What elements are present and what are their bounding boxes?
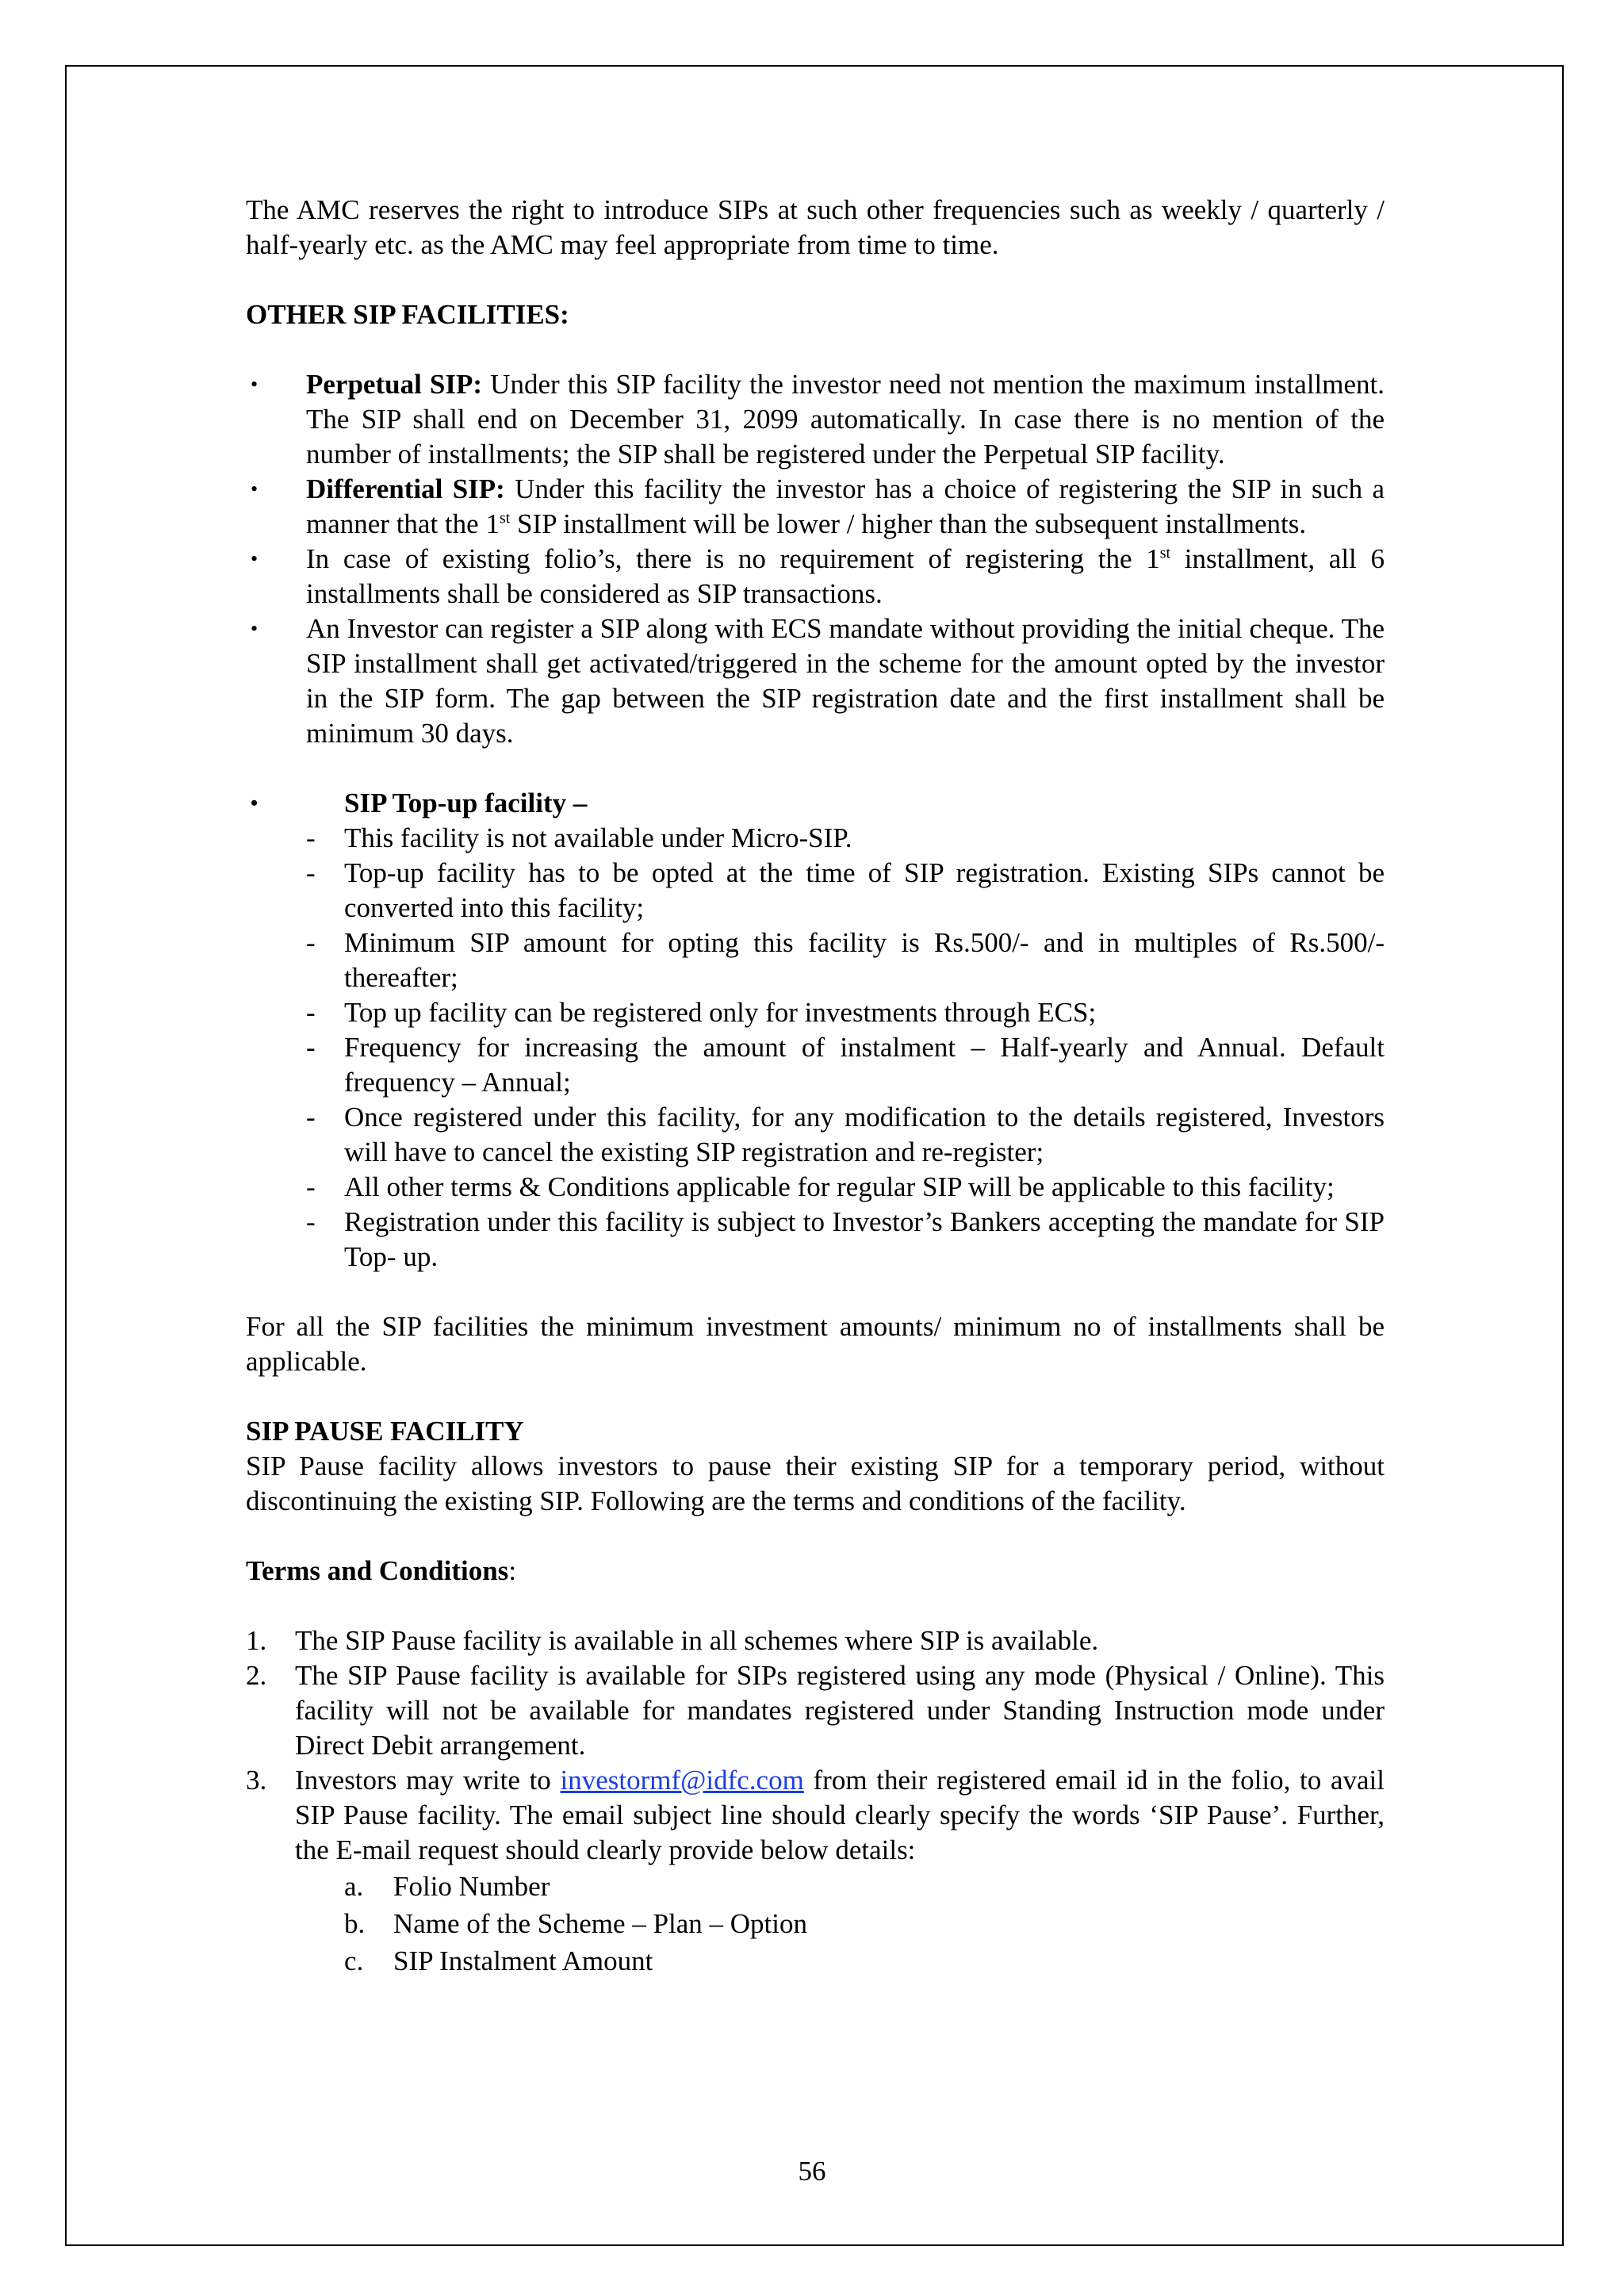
existing-folio-text-end: installment, all 6 installments shall be considered as SIP transactions. (306, 543, 1385, 609)
terms-heading-text: Terms and Conditions (246, 1555, 509, 1586)
topup-title (246, 786, 1385, 821)
list-item (246, 821, 1385, 856)
facilities-list (246, 367, 1385, 751)
list-number: 1. (246, 1625, 267, 1656)
bullet-icon: • (251, 477, 259, 500)
detail-text: SIP Instalment Amount (393, 1945, 653, 1976)
ecs-text: An Investor can register a SIP along with ECS mandate without providing the initial cheque. The SIP installment shall get activated/triggered in the scheme for the amount opted by the investor in the SIP form. The gap between the SIP registration date and the first installment shall be minimum 30 days. (306, 613, 1385, 749)
terms-heading (246, 1554, 1385, 1589)
topup-item-text: Top up facility can be registered only for investments through ECS; (344, 997, 1097, 1028)
list-item (246, 1623, 1385, 1658)
term-text: The SIP Pause facility is available for SIPs registered using any mode (Physical / Online). This facility will not be available for mandates registered under Standing Instruction mode under Direct Debit arrangement. (295, 1660, 1385, 1761)
dash-marker: - (306, 997, 316, 1028)
terms-colon: : (508, 1555, 517, 1586)
list-item (246, 542, 1385, 611)
dash-marker: - (306, 822, 316, 853)
differential-label: Differential SIP: (306, 473, 505, 504)
list-item (246, 1658, 1385, 1763)
bullet-icon: • (251, 617, 259, 640)
differential-text: Under this facility the investor has a choice of registering the SIP in such a manner that the 1 (306, 473, 1385, 539)
list-item (246, 1205, 1385, 1274)
min-investment-note: For all the SIP facilities the minimum investment amounts/ minimum no of installments shall be applicable. (246, 1311, 1385, 1377)
dash-marker: - (306, 857, 316, 888)
topup-item-text: Once registered under this facility, for any modification to the details registered, Investors will have to cancel the existing SIP registration and re-register; (344, 1102, 1385, 1167)
topup-item-text: Minimum SIP amount for opting this facility is Rs.500/- and in multiples of Rs.500/- thereafter; (344, 927, 1385, 993)
term-text: The SIP Pause facility is available in all schemes where SIP is available. (295, 1625, 1099, 1656)
other-facilities-heading: OTHER SIP FACILITIES: (246, 299, 569, 330)
list-letter: b. (344, 1908, 366, 1939)
page-number: 56 (798, 2156, 826, 2187)
existing-folio-text: In case of existing folio’s, there is no requirement of registering the 1 (306, 543, 1160, 574)
term-text-end: from their registered email id in the folio, to avail SIP Pause facility. The email subject line should clearly specify the words ‘SIP Pause’. Further, the E-mail request should clearly provide below details: (295, 1765, 1385, 1865)
superscript: st (499, 509, 511, 527)
list-item (246, 856, 1385, 926)
topup-list (246, 786, 1385, 821)
pause-heading: SIP PAUSE FACILITY (246, 1416, 524, 1447)
perpetual-label: Perpetual SIP: (306, 369, 483, 400)
topup-item-text: Top-up facility has to be opted at the time of SIP registration. Existing SIPs cannot be converted into this facility; (344, 857, 1385, 923)
detail-text: Name of the Scheme – Plan – Option (393, 1908, 807, 1939)
list-item (295, 1868, 1385, 1905)
email-link[interactable]: investormf@idfc.com (560, 1765, 804, 1796)
list-item (246, 995, 1385, 1030)
differential-text-end: SIP installment will be lower / higher than the subsequent installments. (510, 508, 1307, 539)
pause-paragraph: SIP Pause facility allows investors to pause their existing SIP for a temporary period, without discontinuing the existing SIP. Following are the terms and conditions of the facility. (246, 1451, 1385, 1516)
dash-marker: - (306, 1032, 316, 1063)
term-text: Investors may write to (295, 1765, 561, 1796)
list-letter: c. (344, 1945, 364, 1976)
list-item (295, 1942, 1385, 1980)
list-number: 2. (246, 1660, 267, 1691)
list-item (246, 1170, 1385, 1205)
bullet-icon: • (251, 373, 259, 396)
intro-paragraph: The AMC reserves the right to introduce SIPs at such other frequencies such as weekly / quarterly / half-yearly etc. as the AMC may feel appropriate from time to time. (246, 194, 1385, 260)
dash-marker: - (306, 1206, 316, 1237)
perpetual-text: Under this SIP facility the investor need not mention the maximum installment. The SIP shall end on December 31, 2099 automatically. In case there is no mention of the number of installments; the SIP shall be registered under the Perpetual SIP facility. (306, 369, 1385, 470)
page-content (246, 193, 1385, 1980)
list-number: 3. (246, 1765, 267, 1796)
detail-text: Folio Number (393, 1871, 550, 1902)
superscript: st (1159, 544, 1171, 562)
list-item (246, 1763, 1385, 1980)
list-item (246, 926, 1385, 995)
list-item (246, 1030, 1385, 1100)
topup-items (246, 821, 1385, 1274)
list-item (295, 1905, 1385, 1942)
bullet-icon: • (251, 547, 259, 570)
topup-item-text: Frequency for increasing the amount of instalment – Half-yearly and Annual. Default frequency – Annual; (344, 1032, 1385, 1098)
list-item (246, 611, 1385, 751)
dash-marker: - (306, 927, 316, 958)
dash-marker: - (306, 1171, 316, 1202)
terms-list (246, 1623, 1385, 1980)
details-list (295, 1868, 1385, 1980)
topup-item-text: This facility is not available under Micro-SIP. (344, 822, 852, 853)
list-item (246, 1100, 1385, 1170)
bullet-icon: • (251, 792, 259, 815)
list-item (246, 472, 1385, 542)
list-letter: a. (344, 1871, 364, 1902)
topup-item-text: Registration under this facility is subject to Investor’s Bankers accepting the mandate for SIP Top- up. (344, 1206, 1385, 1272)
list-item (246, 367, 1385, 472)
topup-title-text: SIP Top-up facility – (344, 788, 588, 818)
dash-marker: - (306, 1102, 316, 1133)
topup-item-text: All other terms & Conditions applicable for regular SIP will be applicable to this facility; (344, 1171, 1335, 1202)
